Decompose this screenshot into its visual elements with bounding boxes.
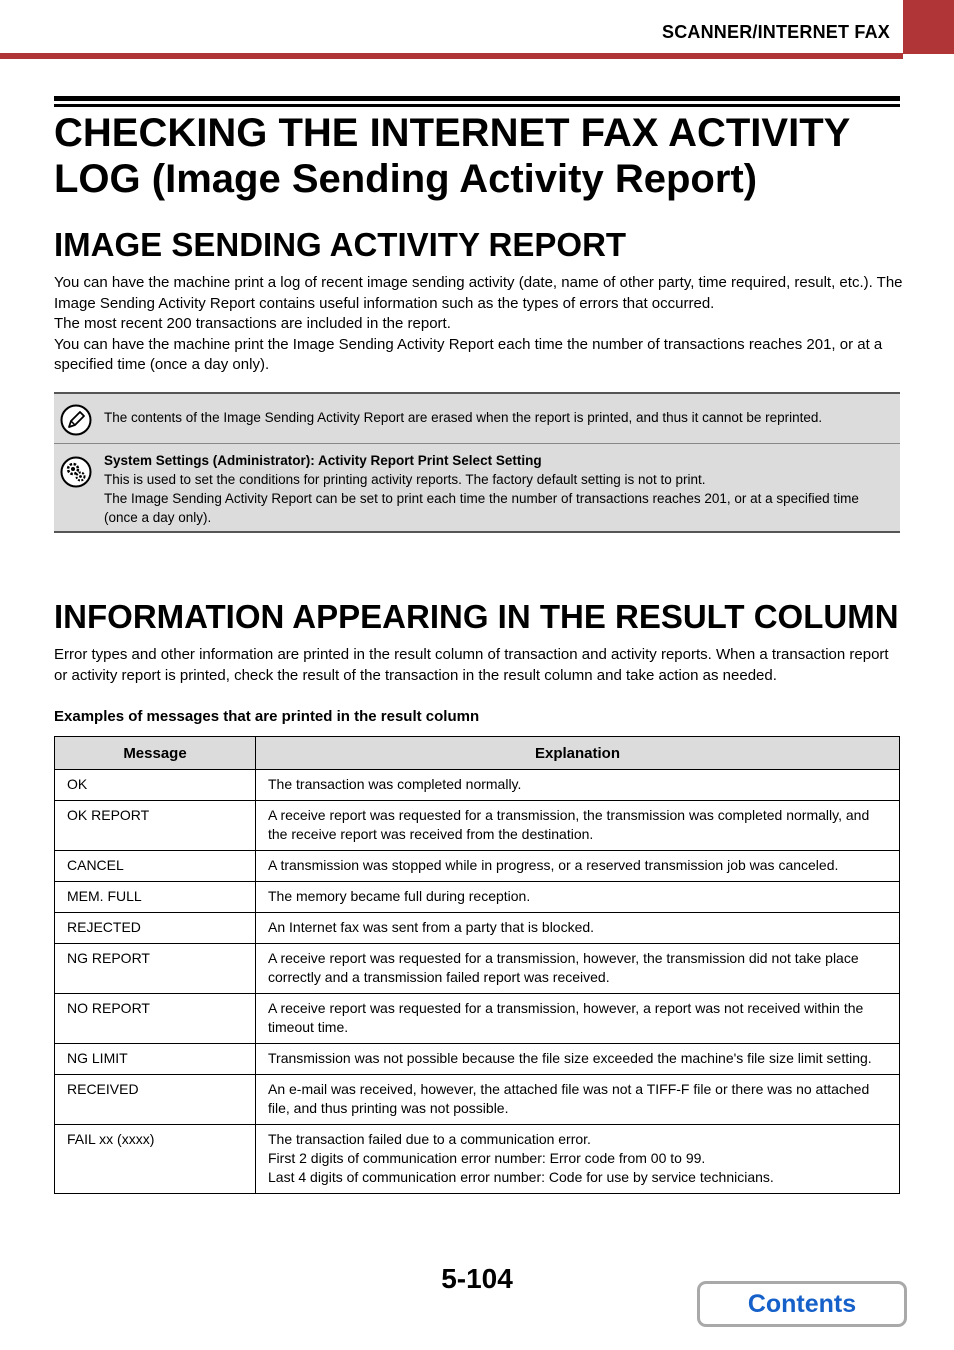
section1-body	[54, 273, 904, 376]
message-cell: NO REPORT	[55, 994, 256, 1044]
gears-settings-icon	[60, 456, 92, 488]
page-number: 5-104	[441, 1263, 513, 1294]
explanation-cell	[256, 801, 900, 851]
table-row	[55, 1075, 900, 1125]
explanation-line: The transaction was completed normally.	[268, 776, 522, 792]
explanation-line: The transaction failed due to a communication error.	[268, 1131, 591, 1147]
table-row	[55, 913, 900, 944]
explanation-cell	[256, 994, 900, 1044]
explanation-line: First 2 digits of communication error number: Error code from 00 to 99.	[268, 1150, 706, 1166]
title-rule-bottom	[54, 104, 900, 107]
result-messages-table	[54, 736, 900, 1194]
explanation-cell	[256, 882, 900, 913]
message-cell: NG LIMIT	[55, 1044, 256, 1075]
message-cell: OK	[55, 770, 256, 801]
explanation-cell	[256, 1125, 900, 1194]
explanation-line: A transmission was stopped while in progress, or a reserved transmission job was canceled.	[268, 857, 839, 873]
section-title-result-column: INFORMATION APPEARING IN THE RESULT COLUMN	[54, 598, 899, 635]
explanation-line: A receive report was requested for a transmission, however, a report was not received within the timeout time.	[268, 1000, 864, 1035]
table-row	[55, 882, 900, 913]
pencil-note-icon	[60, 404, 92, 436]
table-caption: Examples of messages that are printed in the result column	[54, 708, 480, 725]
section2-body: Error types and other information are printed in the result column of transaction and activity reports. When a transaction report or activity report is printed, check the result of the transaction in the result column and take action as needed.	[54, 646, 889, 684]
note-text: The contents of the Image Sending Activity Report are erased when the report is printed, and thus it cannot be reprinted.	[104, 410, 823, 425]
table-header-row	[55, 737, 900, 770]
paragraph: You can have the machine print the Image Sending Activity Report each time the number of transactions reaches 201, or at a specified time (once a day only).	[54, 335, 883, 373]
section-label: SCANNER/INTERNET FAX	[661, 22, 890, 42]
explanation-line: A receive report was requested for a transmission, the transmission was completed normally, and the receive report was received from the destination.	[268, 807, 870, 842]
header-rule	[0, 53, 903, 59]
explanation-line: Transmission was not possible because the file size exceeded the machine's file size limit setting.	[268, 1050, 872, 1066]
settings-line: The Image Sending Activity Report can be set to print each time the number of transactions reaches 201, or at a specified time (once a day only).	[104, 491, 859, 525]
message-cell: OK REPORT	[55, 801, 256, 851]
contents-button[interactable]: Contents	[697, 1281, 907, 1327]
table-row	[55, 801, 900, 851]
explanation-cell	[256, 851, 900, 882]
table-row	[55, 994, 900, 1044]
explanation-line: An e-mail was received, however, the attached file was not a TIFF-F file or there was no attached file, and thus printing was not possible.	[268, 1081, 870, 1116]
section-title-activity-report: IMAGE SENDING ACTIVITY REPORT	[54, 226, 627, 263]
table-row	[55, 1125, 900, 1194]
settings-title: System Settings (Administrator): Activity Report Print Select Setting	[104, 453, 542, 468]
note-divider	[54, 443, 900, 444]
table-row	[55, 770, 900, 801]
explanation-cell	[256, 1075, 900, 1125]
table-row	[55, 1044, 900, 1075]
explanation-cell	[256, 944, 900, 994]
explanation-line: A receive report was requested for a transmission, however, the transmission did not take place correctly and a transmission failed report was received.	[268, 950, 859, 985]
message-cell: MEM. FULL	[55, 882, 256, 913]
column-header-explanation: Explanation	[256, 737, 900, 770]
message-cell: NG REPORT	[55, 944, 256, 994]
page-title: CHECKING THE INTERNET FAX ACTIVITY LOG (Image Sending Activity Report)	[54, 111, 850, 201]
explanation-cell	[256, 1044, 900, 1075]
explanation-line: Last 4 digits of communication error number: Code for use by service technicians.	[268, 1169, 774, 1185]
paragraph: You can have the machine print a log of recent image sending activity (date, name of other party, time required, result, etc.). The Image Sending Activity Report contains useful information such as the types of errors that occurred.	[54, 274, 903, 312]
table-row	[55, 851, 900, 882]
explanation-cell	[256, 913, 900, 944]
title-rule-top	[54, 96, 900, 101]
message-cell: REJECTED	[55, 913, 256, 944]
paragraph: The most recent 200 transactions are included in the report.	[54, 315, 451, 332]
explanation-cell	[256, 770, 900, 801]
explanation-line: An Internet fax was sent from a party that is blocked.	[268, 919, 595, 935]
message-cell: RECEIVED	[55, 1075, 256, 1125]
explanation-line: The memory became full during reception.	[268, 888, 531, 904]
table-row	[55, 944, 900, 994]
column-header-message: Message	[55, 737, 256, 770]
settings-text	[104, 451, 894, 527]
settings-line: This is used to set the conditions for printing activity reports. The factory default setting is not to print.	[104, 472, 706, 487]
message-cell: CANCEL	[55, 851, 256, 882]
message-cell: FAIL xx (xxxx)	[55, 1125, 256, 1194]
page-header	[0, 0, 954, 60]
header-tab	[903, 0, 954, 54]
note-box	[54, 392, 900, 533]
